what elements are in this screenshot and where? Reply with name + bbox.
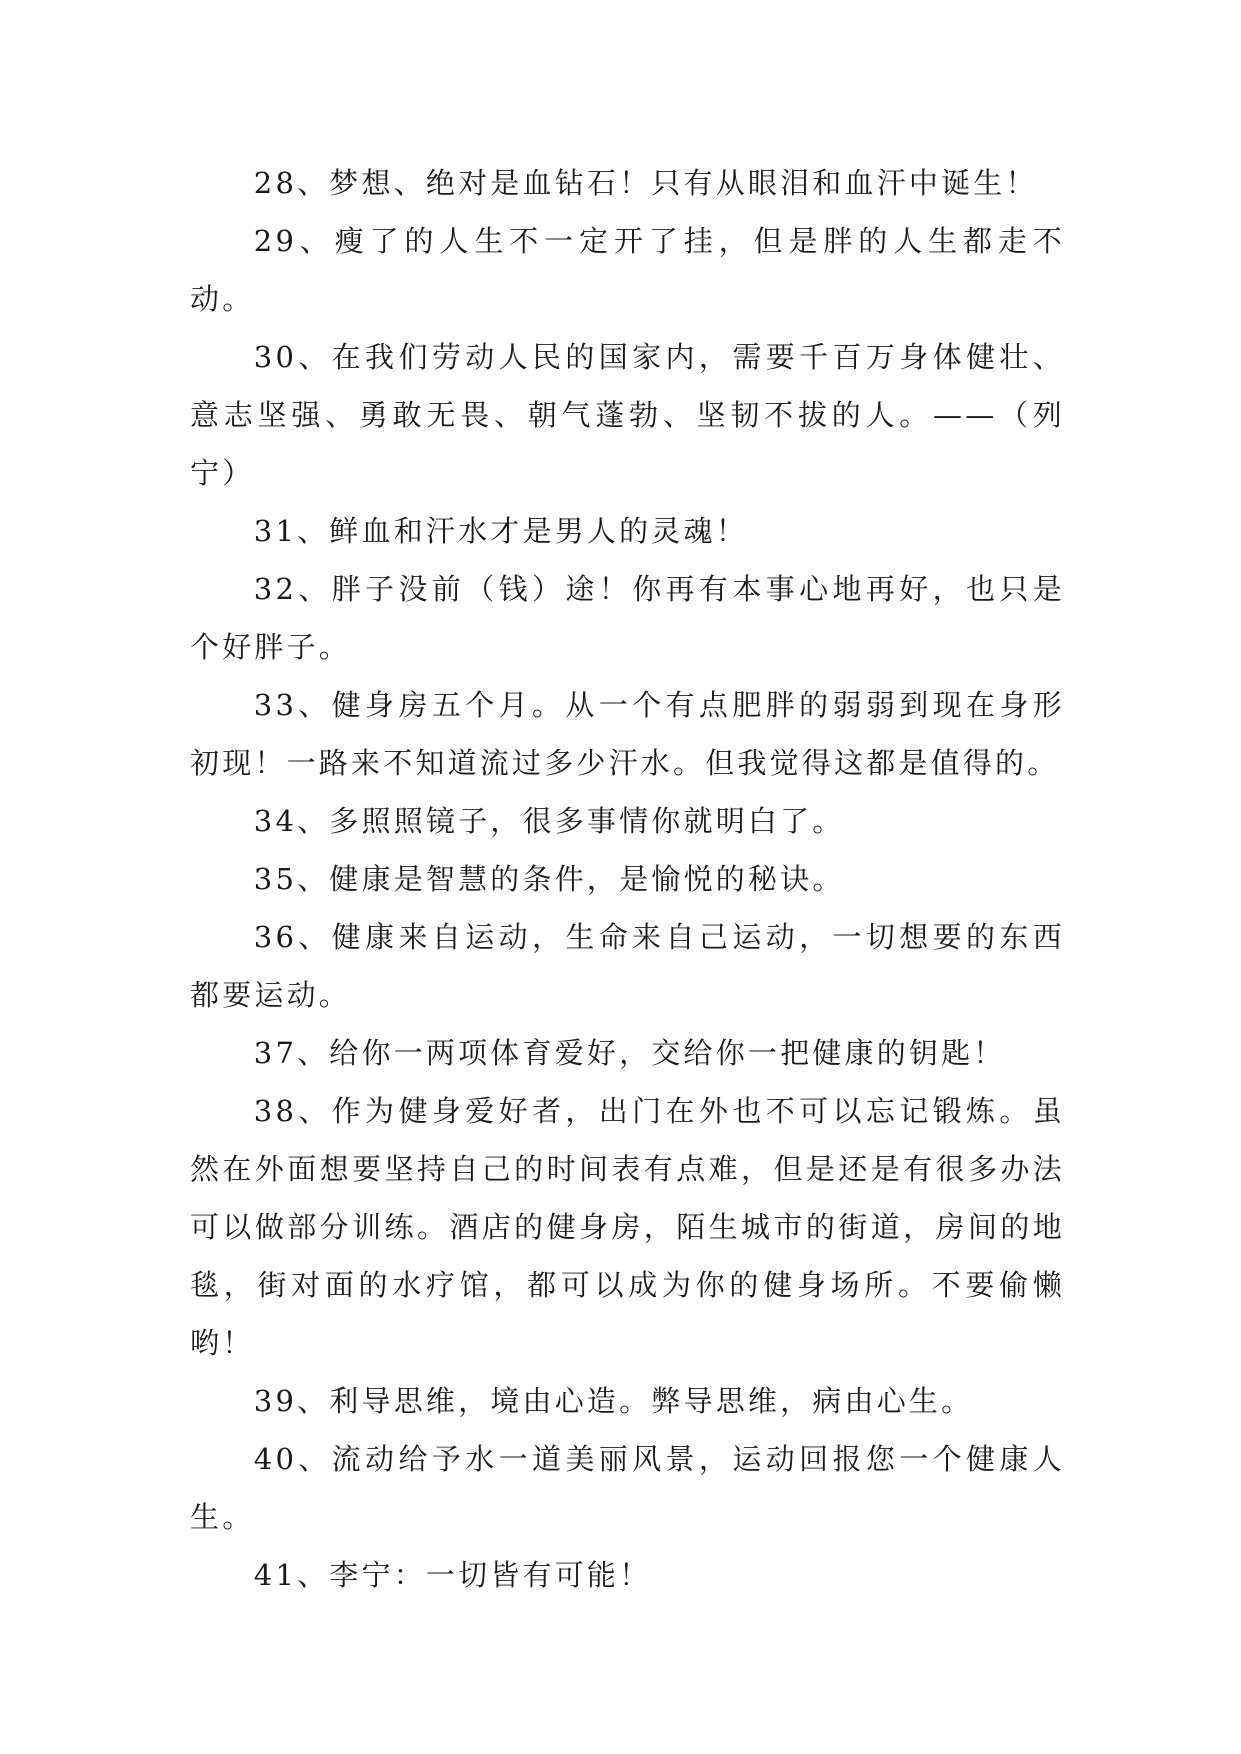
paragraph-39: 39、利导思维，境由心造。弊导思维，病由心生。 (253, 1384, 974, 1418)
paragraph-30: 30、在我们劳动人民的国家内，需要千百万身体健壮、意志坚强、勇敢无畏、朝气蓬勃、坚韧不拔的人。——（列宁） (190, 340, 1065, 490)
paragraph-31: 31、鲜血和汗水才是男人的灵魂！ (253, 514, 748, 548)
paragraph-38: 38、作为健身爱好者，出门在外也不可以忘记锻炼。虽然在外面想要坚持自己的时间表有点难，但是还是有很多办法可以做部分训练。酒店的健身房，陌生城市的街道，房间的地毯，街对面的水疗馆，都可以成为你的健身场所。不要偷懒哟！ (190, 1094, 1065, 1360)
paragraph-32: 32、胖子没前（钱）途！你再有本事心地再好，也只是个好胖子。 (190, 572, 1065, 664)
paragraph-40: 40、流动给予水一道美丽风景，运动回报您一个健康人生。 (190, 1442, 1065, 1534)
paragraph-41: 41、李宁：一切皆有可能！ (253, 1558, 652, 1592)
paragraph-36: 36、健康来自运动，生命来自己运动，一切想要的东西都要运动。 (190, 920, 1065, 1012)
document-body (190, 154, 1065, 1604)
paragraph-35: 35、健康是智慧的条件，是愉悦的秘诀。 (253, 862, 845, 896)
paragraph-28: 28、梦想、绝对是血钻石！只有从眼泪和血汗中诞生！ (253, 166, 1038, 200)
paragraph-29: 29、瘦了的人生不一定开了挂，但是胖的人生都走不动。 (190, 224, 1065, 316)
paragraph-33: 33、健身房五个月。从一个有点肥胖的弱弱到现在身形初现！一路来不知道流过多少汗水。但我觉得这都是值得的。 (190, 688, 1065, 780)
paragraph-34: 34、多照照镜子，很多事情你就明白了。 (253, 804, 845, 838)
paragraph-37: 37、给你一两项体育爱好，交给你一把健康的钥匙！ (253, 1036, 1006, 1070)
